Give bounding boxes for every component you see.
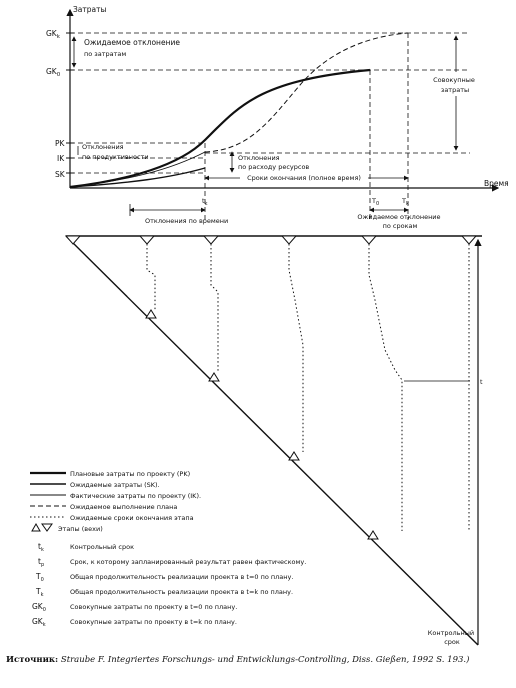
- gk-0-mark: $GK_0$: [46, 67, 61, 78]
- time-deviation-label: Отклонения по времени: [145, 217, 229, 225]
- cost-deviation-label: Ожидаемое отклонение по затратам: [84, 38, 180, 58]
- ik-mark: IK: [57, 154, 65, 163]
- legend-item: Ожидаемые затраты (SK).: [70, 481, 160, 489]
- milestone-icon: [42, 524, 52, 531]
- source-text: Straube F. Integriertes Forschungs- und Entwicklungs-Controlling, Diss. Gießen, 1992 S. 193.): [60, 655, 470, 665]
- reference-lines: [70, 33, 470, 220]
- completion-time-label: Сроки окончания (полное время): [247, 174, 361, 182]
- tk-right-label: t: [480, 378, 483, 386]
- total-costs-label: Совокупные затраты: [433, 76, 475, 94]
- planned-cost-curve: [70, 70, 370, 187]
- milestone-icon: [32, 524, 40, 531]
- sk-mark: SK: [55, 170, 65, 179]
- expected-plan-curve: [205, 33, 408, 152]
- svg-text:tp: $t_p$: [38, 557, 45, 568]
- legend-item: Ожидаемое выполнение плана: [70, 503, 178, 511]
- legend-item: Плановые затраты по проекту (PK): [70, 470, 191, 478]
- tk-marker-label: $t_k$: [202, 197, 208, 207]
- definitions: [32, 542, 306, 628]
- definition-text: Совокупные затраты по проекту в t=0 по плану.: [70, 603, 238, 611]
- svg-text:GK0: $GK_0$: [32, 602, 46, 613]
- svg-text:GKk: $GK_k$: [32, 617, 46, 628]
- t0-marker-label: $T_0$: [372, 197, 380, 207]
- legend-item: Фактические затраты по проекту (IK).: [70, 492, 202, 500]
- definition-text: Общая продолжительность реализации проекта в t=k по плану.: [70, 588, 294, 596]
- milestone-triangles-diagonal: [146, 310, 378, 539]
- milestone-diagonal: [66, 236, 478, 645]
- legend-item: Ожидаемые сроки окончания этапа: [70, 514, 194, 522]
- definition-text: Контрольный срок: [70, 543, 134, 551]
- milestone-triangles-top: [66, 236, 476, 244]
- source-citation: [6, 654, 511, 666]
- svg-text:T0: $T_0$: [36, 572, 44, 583]
- control-date-label: Контрольный срок: [427, 629, 475, 646]
- svg-text:Tk: $T_k$: [36, 587, 44, 598]
- y-axis-label: Затраты: [73, 5, 107, 14]
- source-label: Источник:: [6, 655, 59, 665]
- svg-text:tk: $t_k$: [38, 542, 44, 553]
- definition-text: Общая продолжительность реализации проекта в t=0 по плану.: [70, 573, 294, 581]
- schedule-deviation-label: Ожидаемое отклонение по срокам: [357, 213, 441, 230]
- definition-text: Совокупные затраты по проекту в t=k по плану.: [70, 618, 237, 626]
- legend: [30, 470, 201, 533]
- stage-completion-paths: [147, 244, 469, 531]
- legend-item: Этапы (вехи): [58, 525, 103, 533]
- pk-mark: PK: [55, 139, 65, 148]
- definition-text: Срок, к которому запланированный результат равен фактическому.: [70, 558, 307, 566]
- resource-deviation-label: Отклонения по расходу ресурсов: [238, 154, 310, 171]
- tk-end-marker-label: $T_k$: [402, 197, 409, 207]
- gk-k-mark: $GK_k$: [46, 29, 60, 40]
- x-axis-label: Время: [484, 179, 509, 188]
- productivity-deviation-label: Отклонения по продуктивности: [82, 143, 149, 161]
